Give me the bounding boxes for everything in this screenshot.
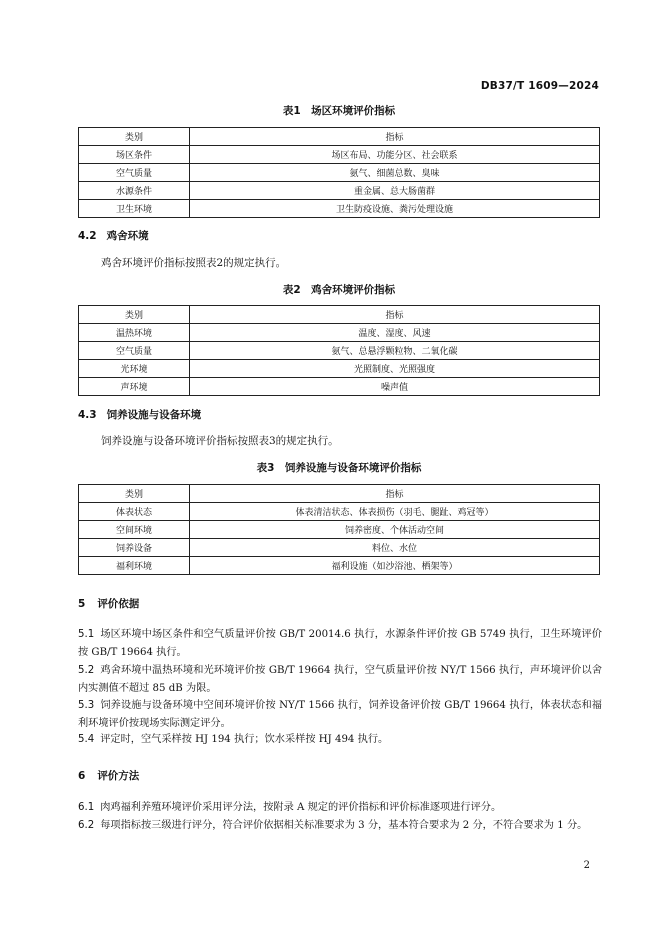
table-header-cell: 指标: [190, 485, 600, 503]
table-row: [79, 539, 600, 557]
section-heading-6: [78, 768, 139, 783]
table-cell: 空气质量: [79, 164, 190, 182]
table-cell: 空间环境: [79, 521, 190, 539]
table-cell: 卫生环境: [79, 200, 190, 218]
table-cell: 卫生防疫设施、粪污处理设施: [190, 200, 600, 218]
table-cell: 温度、湿度、风速: [190, 324, 600, 342]
clause-text: 场区环境中场区条件和空气质量评价按 GB/T 20014.6 执行，水源条件评价按 GB 5749 执行，卫生环境评价按 GB/T 19664 执行。: [78, 629, 602, 658]
table-cell: 福利环境: [79, 557, 190, 575]
clause-text: 饲养设施与设备环境中空间环境评价按 NY/T 1566 执行，饲养设备评价按 GB/T 19664 执行，体表状态和福利环境评价按现场实际测定评分。: [78, 700, 602, 729]
table-cell: 光照制度、光照强度: [190, 360, 600, 378]
table-cell: 料位、水位: [190, 539, 600, 557]
table-header-row: [79, 306, 600, 324]
section-title: 饲养设施与设备环境: [106, 409, 202, 421]
table-cell: 福利设施（如沙浴池、栖架等）: [190, 557, 600, 575]
table-header-cell: 类别: [79, 485, 190, 503]
table3: [78, 484, 600, 575]
clause-number: 6.2: [78, 820, 95, 831]
section-number: 4.3: [78, 409, 97, 421]
clause-text: 肉鸡福利养殖环境评价采用评分法，按附录 A 规定的评价指标和评价标准逐项进行评分。: [100, 802, 502, 813]
table2: [78, 305, 600, 396]
table-row: [79, 146, 600, 164]
table-row: [79, 557, 600, 575]
table-cell: 水源条件: [79, 182, 190, 200]
section-title: 评价方法: [97, 770, 140, 782]
table-header-row: [79, 485, 600, 503]
table-cell: 场区条件: [79, 146, 190, 164]
table-row: [79, 342, 600, 360]
page-number: 2: [583, 860, 590, 871]
table-cell: 噪声值: [190, 378, 600, 396]
table-row: [79, 182, 600, 200]
section-number: 6: [78, 770, 86, 782]
table-row: [79, 360, 600, 378]
clause-5-4: [78, 731, 602, 749]
table-cell: 声环境: [79, 378, 190, 396]
section-heading-4-3: [78, 407, 201, 422]
table-cell: 饲养设备: [79, 539, 190, 557]
clause-text: 评定时，空气采样按 HJ 194 执行；饮水采样按 HJ 494 执行。: [100, 734, 389, 745]
clause-5-3: [78, 697, 602, 733]
table-cell: 重金属、总大肠菌群: [190, 182, 600, 200]
clause-5-2: [78, 662, 602, 698]
table-cell: 温热环境: [79, 324, 190, 342]
paragraph: 饲养设施与设备环境评价指标按照表3的规定执行。: [101, 435, 339, 447]
section-number: 5: [78, 598, 86, 610]
table-cell: 空气质量: [79, 342, 190, 360]
table-row: [79, 503, 600, 521]
clause-text: 每项指标按三级进行评分，符合评价依据相关标准要求为 3 分，基本符合要求为 2 分，不符合要求为 1 分。: [100, 820, 588, 831]
table-cell: 光环境: [79, 360, 190, 378]
table-header-cell: 类别: [79, 128, 190, 146]
clause-number: 5.2: [78, 665, 95, 676]
table-cell: 饲养密度、个体活动空间: [190, 521, 600, 539]
clause-number: 5.4: [78, 734, 95, 745]
document-code: DB37/T 1609—2024: [480, 80, 599, 92]
table1: [78, 127, 600, 218]
clause-number: 6.1: [78, 802, 95, 813]
table-row: [79, 164, 600, 182]
table-header-cell: 类别: [79, 306, 190, 324]
section-heading-4-2: [78, 228, 149, 243]
table-header-cell: 指标: [190, 128, 600, 146]
table3-title: 表3 饲养设施与设备环境评价指标: [256, 462, 422, 474]
table-row: [79, 200, 600, 218]
table-row: [79, 378, 600, 396]
table-cell: 氨气、细菌总数、臭味: [190, 164, 600, 182]
table-row: [79, 521, 600, 539]
table-cell: 场区布局、功能分区、社会联系: [190, 146, 600, 164]
table-row: [79, 324, 600, 342]
section-title: 评价依据: [97, 598, 140, 610]
table-cell: 体表清洁状态、体表损伤（羽毛、腿趾、鸡冠等）: [190, 503, 600, 521]
clause-number: 5.1: [78, 629, 95, 640]
clause-text: 鸡舍环境中温热环境和光环境评价按 GB/T 19664 执行，空气质量评价按 NY/T 1566 执行，声环境评价以舍内实测值不超过 85 dB 为限。: [78, 665, 602, 694]
section-title: 鸡舍环境: [106, 230, 149, 242]
paragraph: 鸡舍环境评价指标按照表2的规定执行。: [101, 257, 287, 269]
section-number: 4.2: [78, 230, 97, 242]
clause-5-1: [78, 626, 602, 662]
table-cell: 体表状态: [79, 503, 190, 521]
clause-number: 5.3: [78, 700, 95, 711]
section-heading-5: [78, 596, 139, 611]
table2-title: 表2 鸡舍环境评价指标: [282, 284, 396, 296]
table-header-cell: 指标: [190, 306, 600, 324]
table-cell: 氨气、总悬浮颗粒物、二氧化碳: [190, 342, 600, 360]
table-header-row: [79, 128, 600, 146]
table1-title: 表1 场区环境评价指标: [282, 105, 396, 117]
clause-6-2: [78, 817, 602, 835]
clause-6-1: [78, 799, 602, 817]
